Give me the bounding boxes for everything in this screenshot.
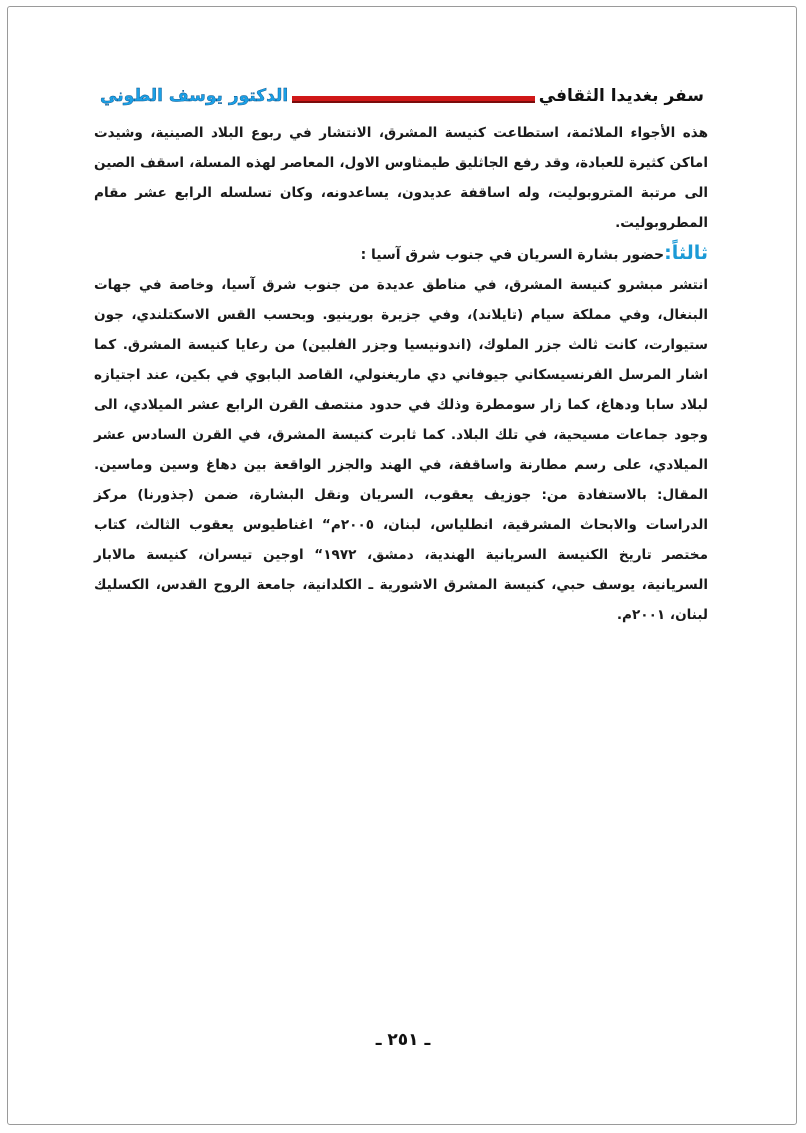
section-heading: [94, 238, 708, 270]
author-name: الدكتور يوسف الطوني: [96, 82, 292, 110]
section-heading-text: حضور بشارة السريان في جنوب شرق آسيا :: [360, 247, 665, 263]
page-body: [94, 118, 708, 630]
series-title: سفر بغديدا الثقافي: [535, 82, 708, 110]
section-number: ثالثاً:: [664, 242, 708, 264]
paragraph-continuation: هذه الأجواء الملائمة، استطاعت كنيسة المشرق، الانتشار في ربوع البلاد الصينية، وشيدت اماكن كثيرة للعبادة، وقد رفع الجاثليق طيمثاوس الاول، المعاصر لهذه المسلة، اسقف الصين الى مرتبة المتروبوليت، وله اساقفة عديدون، يساعدونه، وكان تسلسله الرابع عشر مقام المطروبوليت.: [94, 125, 708, 231]
page-number: ـ ٢٥١ ـ: [375, 1030, 431, 1050]
running-header: [96, 82, 708, 112]
paragraph-main: انتشر مبشرو كنيسة المشرق، في مناطق عديدة من جنوب شرق آسيا، وخاصة في جهات البنغال، وفي مملكة سيام (تايلاند)، وفي جزيرة بورينيو. وبحسب القس الاسكتلندي، جون ستيوارت، كانت ثالث جزر الملوك، (اندونيسيا وجزر الفلبين) من رعايا كنيسة المشرق. كما اشار المرسل الفرنسيسكاني جيوفاني دي ماريغنولي، القاصد البابوي في بكين، عند اجتيازه لبلاد سابا ودهاغ، كما زار سومطرة وذلك في حدود منتصف القرن الرابع عشر الميلادي، الى وجود جماعات مسيحية، في تلك البلاد. كما ثابرت كنيسة المشرق، في القرن السادس عشر الميلادي، على رسم مطارنة واساقفة، في الهند والجزر الواقعة بين دهاغ وسين وماسين. المقال: بالاستفادة من: جوزيف يعقوب، السريان ونقل البشارة، ضمن (جذورنا) مركز الدراسات والابحاث المشرقية، انطلياس، لبنان، ٢٠٠٥م“ اغناطيوس يعقوب الثالث، كتاب مختصر تاريخ الكنيسة السريانية الهندية، دمشق، ١٩٧٢“ اوجين تيسران، كنيسة مالابار السريانية، يوسف حبي، كنيسة المشرق الاشورية ـ الكلدانية، جامعة الروح القدس، الكسليك لبنان، ٢٠٠١م.: [94, 277, 708, 623]
